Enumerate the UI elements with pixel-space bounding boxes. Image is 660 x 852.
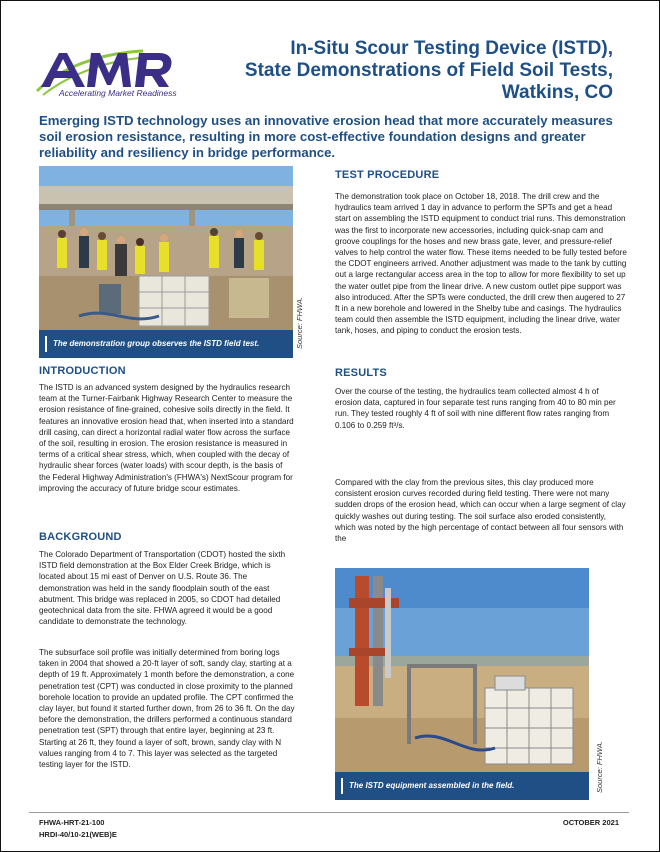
photo1-source: Source: FHWA. [295, 297, 304, 349]
results-paragraph-1: Over the course of the testing, the hydraulics team collected almost 4 h of erosion data, captured in four separate test runs ranging from 40 to 80 min per run. They tested roughly 4 ft of soil with nine different flow rates ranging from 0.106 to 0.259 ft³/s. [335, 387, 616, 430]
results-paragraph-2: Compared with the clay from the previous sites, this clay produced more consistent erosion curves recorded during field testing. There were not many sudden drops of the erosion head, which can occur when a large segment of clay quickly washes out during testing. The soil surface also eroded consistently, which was noted by the high percentage of contact between all four sensors with the [335, 478, 626, 544]
logo-tagline: Accelerating Market Readiness [59, 88, 177, 98]
test-procedure-heading: TEST PROCEDURE [335, 169, 440, 181]
publication-number: FHWA-HRT-21-100 [39, 818, 105, 827]
background-heading: BACKGROUND [39, 531, 122, 543]
introduction-heading: INTRODUCTION [39, 365, 126, 377]
footer-rule [29, 812, 629, 813]
istd-field-image [335, 568, 589, 800]
test-procedure-text: The demonstration took place on October 18, 2018. The drill crew and the hydraulics team arrived 1 day in advance to perform the SPTs and get a head start on assembling the ISTD equipment to conduct trial runs. This demonstration was the first to incorporate new accessories, including quick-snap cam and groove couplings for the hoses and new brass gate, lever, and pressure-relief valves to help control the water flow. These items needed to be fully tested before the CDOT engineers arrived. Another adjustment was made to the tank by cutting out a large rectangular access area in the top to allow for more flexibility to set up the water outlet pipe from the linear drive. A new custom outlet pipe support was also introduced. After the SPTs were conducted, the drill crew then augered to 27 ft in a new borehole and lowered in the Shelby tube and casings. The hydraulics team could then assemble the ISTD equipment, including the linear drive, water tank, hoses, and piping to conduct the erosion tests. [335, 192, 627, 336]
photo1-caption: The demonstration group observes the ISTD field test. [39, 330, 293, 358]
lede-summary: Emerging ISTD technology uses an innovative erosion head that more accurately measures soil erosion resistance, resulting in more cost-effective foundation designs and greater reliability and resiliency in bridge performance. [39, 113, 613, 160]
results-heading: RESULTS [335, 367, 387, 379]
publication-date: OCTOBER 2021 [562, 818, 619, 827]
introduction-text: The ISTD is an advanced system designed by the hydraulics research team at the Turner-Fairbank Highway Research Center to measure the erosion resistance of fine-grained, cohesive soils directly in the field. It features an innovative erosion head that, when inserted into a standard drill casing, can direct a horizontal radial water flow across the surface of the soil, resulting in erosion. The erosion resistance is measured in terms of a critical shear stress, which, when coupled with the decay of hydraulic shear forces (water loads) with scour depth, is the basis of the Federal Highway Administration's (FHWA's) NextScour program for improving the accuracy of future bridge scour estimates. [39, 383, 294, 493]
photo2-source: Source: FHWA. [595, 741, 604, 793]
demonstration-group-photo [39, 166, 293, 358]
title-line-2: State Demonstrations of Field Soil Tests, [244, 60, 613, 81]
hrdi-number: HRDI-40/10-21(WEB)E [39, 830, 117, 839]
istd-equipment-photo [335, 568, 589, 800]
title-line-3: Watkins, CO [501, 82, 613, 103]
title-line-1: In-Situ Scour Testing Device (ISTD), [290, 38, 613, 59]
photo2-caption: The ISTD equipment assembled in the field. [335, 772, 589, 800]
page-title [213, 38, 613, 104]
background-paragraph-2: The subsurface soil profile was initially determined from boring logs taken in 2004 that showed a 20-ft layer of soft, sandy clay, starting at a depth of 19 ft. Approximately 1 month before the demonstration, a cone penetration test (CPT) was conducted in close proximity to the planned borehole location to provide an updated profile. The CPT confirmed the clay layer, but found it started further down, from 26 to 36 ft. On the day before the demonstration, the drillers performed a continuous standard penetration test (SPT) through that entire layer, beginning at 23 ft. Starting at 26 ft, they found a layer of soft, brown, sandy clay with N values ranging from 4 to 7. This layer was selected as the targeted testing layer for the ISTD. [39, 648, 295, 770]
background-paragraph-1: The Colorado Department of Transportation (CDOT) hosted the sixth ISTD field demonstration at the Box Elder Creek Bridge, which is located about 15 mi east of Denver on U.S. Route 36. The demonstration was held in the sandy floodplain south of the east abutment. This bridge was replaced in 2005, so CDOT had detailed geotechnical data from the site. FHWA agreed it would be a good candidate to demonstrate the technology. [39, 550, 286, 627]
